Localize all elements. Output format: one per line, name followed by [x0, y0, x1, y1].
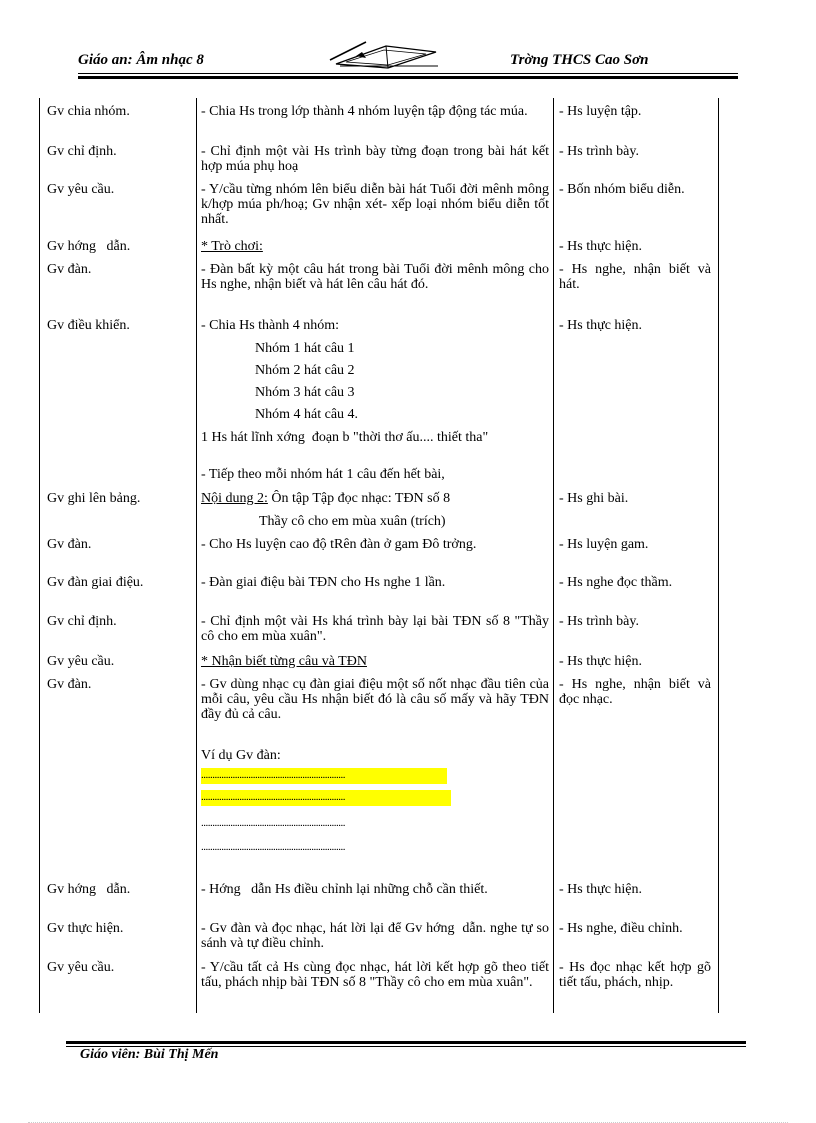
header-rule-top [78, 73, 738, 74]
teacher-cell: Gv hớng dẫn. [47, 239, 131, 254]
group-item: Nhóm 4 hát câu 4. [255, 407, 359, 422]
content-cell: - Chia Hs thành 4 nhóm: [201, 318, 340, 333]
song-title: Thầy cô cho em mùa xuân (trích) [259, 514, 446, 529]
note-placeholder-highlighted: ................................................................ [201, 768, 447, 784]
student-cell: - Hs thực hiện. [559, 318, 643, 333]
teacher-cell: Gv đàn. [47, 537, 92, 552]
content-cell: - Chỉ định một vài Hs trình bày từng đoạn trong bài hát kết hợp múa phụ hoạ [201, 144, 549, 174]
teacher-cell: Gv hớng dẫn. [47, 882, 131, 897]
teacher-cell: Gv chỉ định. [47, 144, 117, 159]
student-cell: - Hs đọc nhạc kết hợp gõ tiết tấu, phách, nhịp. [559, 960, 711, 990]
content-heading: Nội dung 2: [201, 491, 268, 506]
table-divider-1 [196, 98, 197, 1013]
content-heading-text: Ôn tập Tập đọc nhạc: TĐN số 8 [267, 491, 451, 506]
content-cell [201, 491, 549, 506]
content-cell: * Trò chơi: [201, 239, 263, 254]
teacher-cell: Gv chỉ định. [47, 614, 117, 629]
group-item: Nhóm 1 hát câu 1 [255, 341, 355, 356]
content-cell: - Y/cầu từng nhóm lên biểu diễn bài hát Tuổi đời mênh mông k/hợp múa ph/hoạ; Gv nhận xét- xếp loại nhóm biểu diễn tốt nhất. [201, 182, 549, 227]
student-cell: - Hs luyện tập. [559, 104, 642, 119]
student-cell: - Bốn nhóm biểu diễn. [559, 182, 685, 197]
content-cell: - Chia Hs trong lớp thành 4 nhóm luyện tập động tác múa. [201, 104, 528, 119]
footer-rule-top [66, 1041, 746, 1044]
note-placeholder-highlighted: ................................................................ [201, 790, 451, 806]
student-cell: - Hs nghe, nhận biết và hát. [559, 262, 711, 292]
group-item: Nhóm 2 hát câu 2 [255, 363, 355, 378]
content-cell: - Gv dùng nhạc cụ đàn giai điệu một số nốt nhạc đầu tiên của mỗi câu, yêu cầu Hs nhận biết đó là câu số mấy và hãy TĐN đầy đủ cả câu. [201, 677, 549, 722]
header-rule-bottom [78, 76, 738, 79]
content-cell: - Cho Hs luyện cao độ tRên đàn ở gam Đô trởng. [201, 537, 477, 552]
student-cell: - Hs luyện gam. [559, 537, 649, 552]
note-placeholder: ................................................................ [201, 841, 345, 853]
student-cell: - Hs ghi bài. [559, 491, 629, 506]
content-cell: 1 Hs hát lĩnh xớng đoạn b "thời thơ ấu.... thiết tha" [201, 430, 489, 445]
teacher-cell: Gv yêu cầu. [47, 182, 115, 197]
content-cell: - Y/cầu tất cả Hs cùng đọc nhạc, hát lời kết hợp gõ theo tiết tấu, phách nhịp bài TĐN số 8 "Thầy cô cho em mùa xuân". [201, 960, 549, 990]
content-cell: Ví dụ Gv đàn: [201, 748, 281, 763]
teacher-cell: Gv chia nhóm. [47, 104, 130, 119]
header-left-title: Giáo an: Âm nhạc 8 [78, 52, 204, 68]
teacher-cell: Gv đàn. [47, 677, 92, 692]
group-item: Nhóm 3 hát câu 3 [255, 385, 355, 400]
book-quill-logo-icon [326, 38, 446, 72]
header-right-school: Trờng THCS Cao Sơn [510, 52, 649, 68]
content-cell: - Chỉ định một vài Hs khá trình bày lại bài TĐN số 8 "Thầy cô cho em mùa xuân". [201, 614, 549, 644]
student-cell: - Hs thực hiện. [559, 239, 643, 254]
content-cell: - Gv đàn và đọc nhạc, hát lời lại để Gv hớng dẫn. nghe tự so sánh và tự điều chỉnh. [201, 921, 553, 951]
student-cell: - Hs trình bày. [559, 144, 639, 159]
footer-teacher-name: Giáo viên: Bùi Thị Mến [80, 1047, 219, 1062]
table-border-left [39, 98, 40, 1013]
student-cell: - Hs nghe đọc thầm. [559, 575, 673, 590]
table-divider-2 [553, 98, 554, 1013]
student-cell: - Hs nghe, điều chỉnh. [559, 921, 683, 936]
student-cell: - Hs thực hiện. [559, 654, 643, 669]
teacher-cell: Gv đàn. [47, 262, 92, 277]
teacher-cell: Gv yêu cầu. [47, 960, 115, 975]
table-border-right [718, 98, 719, 1013]
teacher-cell: Gv điều khiển. [47, 318, 130, 333]
student-cell: - Hs trình bày. [559, 614, 639, 629]
teacher-cell: Gv ghi lên bảng. [47, 491, 141, 506]
teacher-cell: Gv thực hiện. [47, 921, 124, 936]
content-cell: - Đàn bất kỳ một câu hát trong bài Tuổi đời mênh mông cho Hs nghe, nhận biết và hát lên câu hát đó. [201, 262, 549, 292]
content-cell: - Tiếp theo mỗi nhóm hát 1 câu đến hết bài, [201, 467, 445, 482]
student-cell: - Hs nghe, nhận biết và đọc nhạc. [559, 677, 711, 707]
content-cell: * Nhận biết từng câu và TĐN [201, 654, 367, 669]
teacher-cell: Gv yêu cầu. [47, 654, 115, 669]
note-placeholder: ................................................................ [201, 817, 345, 829]
student-cell: - Hs thực hiện. [559, 882, 643, 897]
teacher-cell: Gv đàn giai điệu. [47, 575, 144, 590]
content-cell: - Hớng dẫn Hs điều chỉnh lại những chỗ cần thiết. [201, 882, 488, 897]
content-cell: - Đàn giai điệu bài TĐN cho Hs nghe 1 lần. [201, 575, 446, 590]
